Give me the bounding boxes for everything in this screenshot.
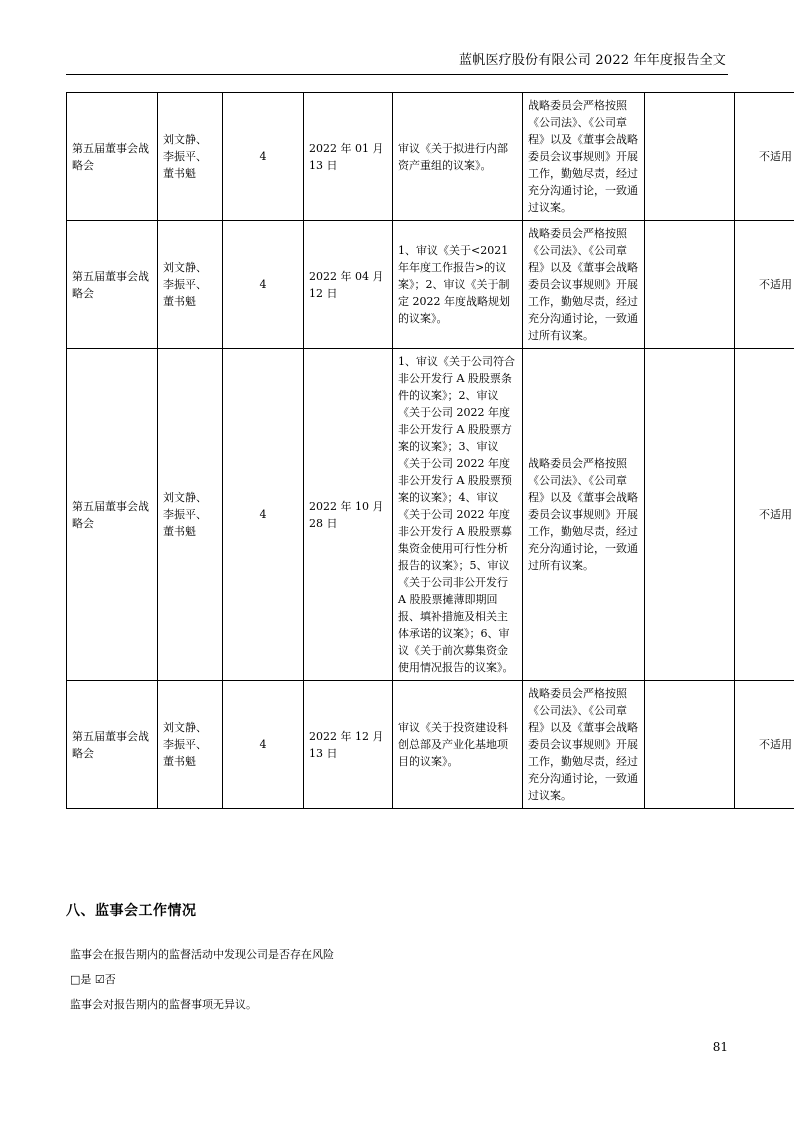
table-row — [67, 221, 794, 349]
cell-committee-name: 第五届董事会战略会 — [67, 349, 158, 681]
cell-opinions: 战略委员会严格按照《公司法》、《公司章程》以及《董事会战略委员会议事规则》开展工作，勤勉尽责，经过充分沟通讨论，一致通过所有议案。 — [523, 349, 645, 681]
cell-other: 不适用 — [735, 93, 794, 221]
table-row — [67, 349, 794, 681]
section-body — [70, 942, 710, 1017]
cell-members: 刘文静、李振平、董书魁 — [158, 349, 223, 681]
cell-committee-name: 第五届董事会战略会 — [67, 221, 158, 349]
cell-members: 刘文静、李振平、董书魁 — [158, 221, 223, 349]
cell-meeting-count: 4 — [223, 93, 304, 221]
committee-meeting-table-wrap — [66, 92, 792, 809]
cell-agenda: 1、审议《关于<2021 年年度工作报告>的议案》；2、审议《关于制定 2022 年度战略规划的议案》。 — [393, 221, 523, 349]
cell-other: 不适用 — [735, 681, 794, 809]
cell-members: 刘文静、李振平、董书魁 — [158, 93, 223, 221]
header-title: 蓝帆医疗股份有限公司 2022 年年度报告全文 — [459, 53, 726, 68]
cell-agenda: 审议《关于拟进行内部资产重组的议案》。 — [393, 93, 523, 221]
table-row — [67, 681, 794, 809]
cell-committee-name: 第五届董事会战略会 — [67, 93, 158, 221]
section-heading: 八、监事会工作情况 — [66, 903, 197, 919]
cell-committee-name: 第五届董事会战略会 — [67, 681, 158, 809]
cell-objection — [645, 681, 735, 809]
header-divider — [66, 74, 728, 75]
supervisory-statement: 监事会对报告期内的监督事项无异议。 — [70, 998, 257, 1011]
supervisory-risk-question: 监事会在报告期内的监督活动中发现公司是否存在风险 — [70, 948, 334, 961]
cell-meeting-count: 4 — [223, 221, 304, 349]
cell-objection — [645, 221, 735, 349]
page-number: 81 — [712, 1040, 728, 1054]
cell-objection — [645, 349, 735, 681]
table-row — [67, 93, 794, 221]
cell-members: 刘文静、李振平、董书魁 — [158, 681, 223, 809]
cell-opinions: 战略委员会严格按照《公司法》、《公司章程》以及《董事会战略委员会议事规则》开展工作，勤勉尽责，经过充分沟通讨论，一致通过议案。 — [523, 93, 645, 221]
cell-opinions: 战略委员会严格按照《公司法》、《公司章程》以及《董事会战略委员会议事规则》开展工作，勤勉尽责，经过充分沟通讨论，一致通过所有议案。 — [523, 221, 645, 349]
cell-meeting-date: 2022 年 01 月 13 日 — [304, 93, 393, 221]
cell-meeting-count: 4 — [223, 681, 304, 809]
cell-agenda: 1、审议《关于公司符合非公开发行 A 股股票条件的议案》；2、审议《关于公司 2022 年度非公开发行 A 股股票方案的议案》；3、审议《关于公司 2022 年度非公开发行 A 股股票预案的议案》；4、审议《关于公司 2022 年度非公开发行 A 股股票募集资金使用可行性分析报告的议案》；5、审议《关于公司非公开发行 A 股股票摊薄即期回报、填补措施及相关主体承诺的议案》；6、审议《关于前次募集资金使用情况报告的议案》。 — [393, 349, 523, 681]
cell-meeting-date: 2022 年 04 月 12 日 — [304, 221, 393, 349]
cell-meeting-date: 2022 年 10 月 28 日 — [304, 349, 393, 681]
cell-opinions: 战略委员会严格按照《公司法》、《公司章程》以及《董事会战略委员会议事规则》开展工作，勤勉尽责，经过充分沟通讨论，一致通过议案。 — [523, 681, 645, 809]
cell-meeting-date: 2022 年 12 月 13 日 — [304, 681, 393, 809]
cell-agenda: 审议《关于投资建设科创总部及产业化基地项目的议案》。 — [393, 681, 523, 809]
cell-other: 不适用 — [735, 349, 794, 681]
cell-meeting-count: 4 — [223, 349, 304, 681]
cell-other: 不适用 — [735, 221, 794, 349]
risk-choice-line[interactable]: □是 ☑否 — [70, 973, 116, 986]
page-header — [66, 52, 728, 75]
cell-objection — [645, 93, 735, 221]
committee-meeting-table — [66, 92, 794, 809]
